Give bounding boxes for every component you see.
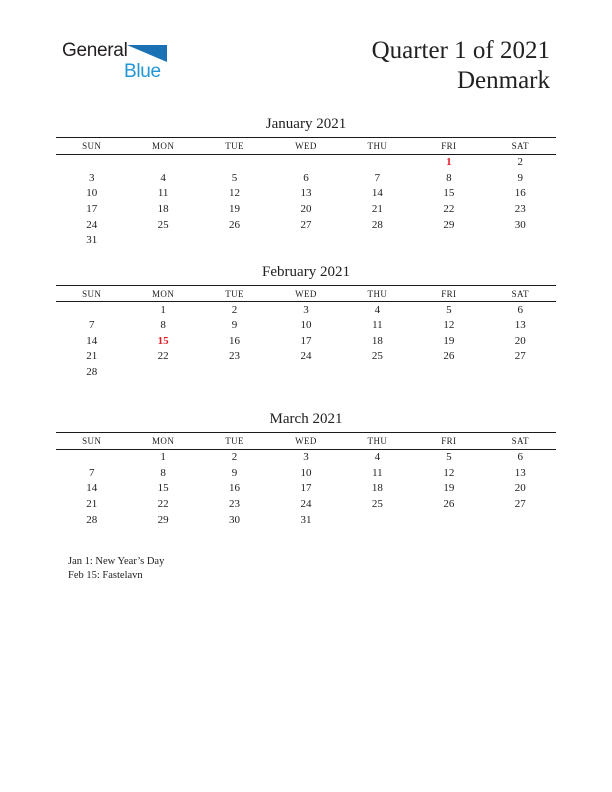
day-cell: 14 xyxy=(371,187,383,200)
week-row xyxy=(56,496,556,512)
weekday-header-tue: TUE xyxy=(199,433,270,450)
day-cell: 16 xyxy=(229,334,241,347)
weekday-header-sat: SAT xyxy=(485,285,556,302)
week-row xyxy=(56,512,556,528)
day-cell: 23 xyxy=(229,497,241,510)
day-cell: 2 xyxy=(517,156,524,169)
empty-day-cell xyxy=(199,232,270,248)
day-cell: 22 xyxy=(443,202,455,215)
day-cell: 6 xyxy=(303,171,309,184)
day-cell: 29 xyxy=(157,513,169,526)
logo-triangle-icon xyxy=(127,45,167,62)
empty-day-cell xyxy=(342,364,413,380)
day-cell: 13 xyxy=(514,319,526,332)
day-cell: 7 xyxy=(88,466,95,479)
weekday-header-wed: WED xyxy=(270,285,341,302)
day-cell: 3 xyxy=(303,303,309,316)
month-title: March 2021 xyxy=(269,411,343,427)
week-row xyxy=(56,170,556,186)
weekday-header-mon: MON xyxy=(127,433,198,450)
day-cell: 9 xyxy=(231,319,238,332)
day-cell: 26 xyxy=(443,497,455,510)
day-cell: 14 xyxy=(86,334,98,347)
weekday-header-sat: SAT xyxy=(485,433,556,450)
day-cell: 15 xyxy=(157,482,169,495)
month-march xyxy=(56,410,556,558)
day-cell: 24 xyxy=(300,497,312,510)
day-cell: 13 xyxy=(300,187,312,200)
calendar-table xyxy=(56,432,556,527)
day-cell: 2 xyxy=(231,451,238,464)
day-cell: 4 xyxy=(160,171,166,184)
empty-day-cell xyxy=(199,154,270,170)
holiday-day-cell: 15 xyxy=(157,334,169,347)
month-title: February 2021 xyxy=(262,263,350,280)
day-cell: 1 xyxy=(160,303,166,316)
empty-day-cell xyxy=(127,232,198,248)
weekday-header-tue: TUE xyxy=(199,138,270,155)
day-cell: 17 xyxy=(86,202,98,215)
weekday-header-thu: THU xyxy=(342,138,413,155)
day-cell: 6 xyxy=(517,451,524,464)
day-cell: 7 xyxy=(374,171,381,184)
day-cell: 12 xyxy=(443,466,455,479)
day-cell: 7 xyxy=(88,319,95,332)
day-cell: 13 xyxy=(514,466,526,479)
weekday-header-row xyxy=(56,433,556,450)
weekday-header-thu: THU xyxy=(342,433,413,450)
day-cell: 19 xyxy=(229,202,241,215)
weekday-header-mon: MON xyxy=(127,285,198,302)
day-cell: 18 xyxy=(371,334,383,347)
day-cell: 10 xyxy=(300,319,312,332)
holiday-note: Feb 15: Fastelavn xyxy=(68,570,143,581)
empty-day-cell xyxy=(127,154,198,170)
day-cell: 4 xyxy=(374,451,381,464)
empty-day-cell xyxy=(270,364,341,380)
day-cell: 25 xyxy=(371,497,383,510)
day-cell: 26 xyxy=(443,350,455,363)
weekday-header-mon: MON xyxy=(127,138,198,155)
calendar-table xyxy=(56,137,556,248)
weekday-header-sun: SUN xyxy=(56,285,127,302)
empty-day-cell xyxy=(342,232,413,248)
day-cell: 24 xyxy=(300,350,312,363)
document-title xyxy=(372,36,550,96)
day-cell: 31 xyxy=(86,234,98,247)
week-row xyxy=(56,317,556,333)
day-cell: 8 xyxy=(446,171,452,184)
day-cell: 21 xyxy=(371,202,383,215)
day-cell: 12 xyxy=(443,319,455,332)
title-quarter: Quarter 1 of 2021 xyxy=(371,37,550,64)
weekday-header-tue: TUE xyxy=(199,285,270,302)
empty-day-cell xyxy=(413,364,484,380)
week-row xyxy=(56,449,556,465)
day-cell: 23 xyxy=(229,350,241,363)
empty-day-cell xyxy=(485,232,556,248)
week-row xyxy=(56,302,556,318)
month-january xyxy=(56,115,556,263)
day-cell: 25 xyxy=(371,350,383,363)
empty-day-cell xyxy=(485,364,556,380)
day-cell: 24 xyxy=(86,218,98,231)
empty-day-cell xyxy=(270,154,341,170)
day-cell: 18 xyxy=(157,202,169,215)
day-cell: 28 xyxy=(86,513,98,526)
day-cell: 25 xyxy=(157,218,169,231)
general-blue-logo xyxy=(62,40,182,86)
day-cell: 1 xyxy=(160,451,166,464)
month-february xyxy=(56,263,556,411)
logo-general-text: General xyxy=(62,40,128,61)
weekday-header-wed: WED xyxy=(270,433,341,450)
weekday-header-fri: FRI xyxy=(413,285,484,302)
logo-blue-text: Blue xyxy=(124,61,161,82)
holiday-notes xyxy=(68,555,164,583)
weekday-header-sat: SAT xyxy=(485,138,556,155)
day-cell: 22 xyxy=(157,497,169,510)
week-row xyxy=(56,201,556,217)
empty-day-cell xyxy=(485,512,556,528)
weekday-header-sun: SUN xyxy=(56,433,127,450)
day-cell: 27 xyxy=(300,218,312,231)
weekday-header-fri: FRI xyxy=(413,138,484,155)
day-cell: 9 xyxy=(231,466,238,479)
weekday-header-thu: THU xyxy=(342,285,413,302)
day-cell: 12 xyxy=(229,187,241,200)
empty-day-cell xyxy=(199,364,270,380)
week-row xyxy=(56,185,556,201)
day-cell: 21 xyxy=(86,497,98,510)
day-cell: 28 xyxy=(371,218,383,231)
week-row xyxy=(56,465,556,481)
day-cell: 9 xyxy=(517,171,524,184)
empty-day-cell xyxy=(127,364,198,380)
day-cell: 15 xyxy=(443,187,455,200)
day-cell: 17 xyxy=(300,482,312,495)
week-row xyxy=(56,480,556,496)
day-cell: 26 xyxy=(229,218,241,231)
day-cell: 11 xyxy=(372,466,383,479)
day-cell: 23 xyxy=(514,202,526,215)
holiday-note: Jan 1: New Year’s Day xyxy=(68,556,165,567)
week-row xyxy=(56,154,556,170)
day-cell: 31 xyxy=(300,513,312,526)
empty-day-cell xyxy=(413,512,484,528)
weekday-header-sun: SUN xyxy=(56,138,127,155)
empty-day-cell xyxy=(270,232,341,248)
day-cell: 21 xyxy=(86,350,98,363)
empty-day-cell xyxy=(342,154,413,170)
day-cell: 18 xyxy=(371,482,383,495)
holiday-day-cell: 1 xyxy=(446,156,452,169)
day-cell: 16 xyxy=(514,187,526,200)
day-cell: 28 xyxy=(86,366,98,379)
day-cell: 5 xyxy=(231,171,238,184)
day-cell: 30 xyxy=(229,513,241,526)
day-cell: 19 xyxy=(443,334,455,347)
day-cell: 6 xyxy=(517,303,524,316)
day-cell: 22 xyxy=(157,350,169,363)
title-country: Denmark xyxy=(456,67,550,94)
weekday-header-row xyxy=(56,285,556,302)
day-cell: 11 xyxy=(372,319,383,332)
day-cell: 3 xyxy=(88,171,95,184)
day-cell: 4 xyxy=(374,303,381,316)
weekday-header-fri: FRI xyxy=(413,433,484,450)
week-row xyxy=(56,333,556,349)
weekday-header-row xyxy=(56,138,556,155)
empty-day-cell xyxy=(56,449,127,465)
day-cell: 8 xyxy=(160,319,166,332)
day-cell: 16 xyxy=(229,482,241,495)
day-cell: 29 xyxy=(443,218,455,231)
day-cell: 10 xyxy=(300,466,312,479)
day-cell: 20 xyxy=(514,334,526,347)
empty-day-cell xyxy=(342,512,413,528)
day-cell: 5 xyxy=(446,303,452,316)
month-title: January 2021 xyxy=(265,116,347,132)
week-row xyxy=(56,364,556,380)
day-cell: 10 xyxy=(86,187,98,200)
day-cell: 8 xyxy=(160,466,166,479)
day-cell: 27 xyxy=(514,497,526,510)
day-cell: 30 xyxy=(514,218,526,231)
calendar-table xyxy=(56,285,556,380)
empty-day-cell xyxy=(56,154,127,170)
day-cell: 17 xyxy=(300,334,312,347)
weekday-header-wed: WED xyxy=(270,138,341,155)
empty-day-cell xyxy=(413,232,484,248)
months-container xyxy=(56,115,556,558)
day-cell: 19 xyxy=(443,482,455,495)
week-row xyxy=(56,217,556,233)
day-cell: 2 xyxy=(231,303,238,316)
day-cell: 27 xyxy=(514,350,526,363)
day-cell: 20 xyxy=(514,482,526,495)
day-cell: 5 xyxy=(446,451,452,464)
day-cell: 3 xyxy=(303,451,309,464)
day-cell: 14 xyxy=(86,482,98,495)
week-row xyxy=(56,349,556,365)
day-cell: 11 xyxy=(157,187,169,200)
empty-day-cell xyxy=(56,302,127,318)
day-cell: 20 xyxy=(300,202,312,215)
week-row xyxy=(56,232,556,248)
